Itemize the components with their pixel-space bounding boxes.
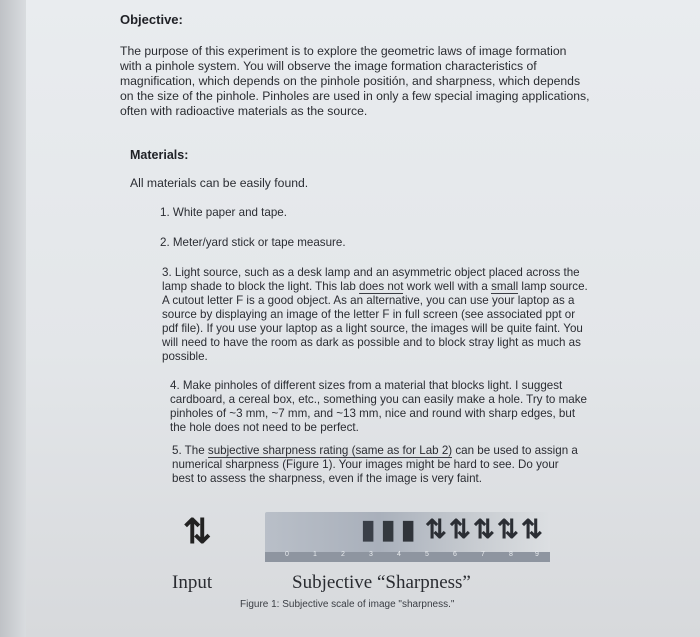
scale-number-6: 6 xyxy=(453,551,457,558)
sharpness-scale xyxy=(265,512,550,562)
material-item-5-text-a: 5. The xyxy=(172,444,208,457)
material-item-3-text-b: work well with a xyxy=(403,280,492,293)
scale-number-2: 2 xyxy=(341,551,345,558)
scale-number-0: 0 xyxy=(285,551,289,558)
scale-number-4: 4 xyxy=(397,551,401,558)
scale-glyph-2: ▮ xyxy=(401,514,416,544)
scale-number-9: 9 xyxy=(535,551,539,558)
scale-number-7: 7 xyxy=(481,551,485,558)
scale-glyph-0: ▮ xyxy=(361,514,376,544)
scale-glyph-4: ⇅ xyxy=(449,514,471,544)
material-item-4: 4. Make pinholes of different sizes from a material that blocks light. I suggest cardboard, a cereal box, etc., something you can easily make a hole. Try to make pinholes of ~3 mm, ~7 mm, and ~13 mm, nice and round with sharp edges, but the hole does not need to be perfect. xyxy=(170,379,587,434)
material-item-3-text-a: 3. Light source, such as a desk lamp and an asymmetric object placed across the lamp shade to block the light. This lab xyxy=(162,266,580,293)
material-item-3-text-c: lamp source. A cutout letter F is a good object. As an alternative, you can use your laptop as a source by displaying an image of the letter F in full screen (see associated ppt or pdf file). If you use your laptop as a light source, the images will be quite faint. You will need to have the room as dark as possible and to block stray light as much as possible. xyxy=(162,280,588,363)
scale-number-8: 8 xyxy=(509,551,513,558)
scale-number-3: 3 xyxy=(369,551,373,558)
material-item-5 xyxy=(172,444,582,486)
material-item-5-text-b: can be used to assign a numerical sharpness (Figure 1). Your images might be hard to see. Do your best to assess the sharpness, even if the image is very faint. xyxy=(172,444,578,485)
material-item-3-small: small xyxy=(491,280,519,293)
scale-glyph-7: ⇅ xyxy=(521,514,543,544)
scale-glyph-6: ⇅ xyxy=(497,514,519,544)
subjective-sharpness-label: Subjective “Sharpness” xyxy=(292,572,471,593)
figure-caption: Figure 1: Subjective scale of image "sharpness." xyxy=(240,599,455,610)
scale-number-1: 1 xyxy=(313,551,317,558)
material-item-1: 1. White paper and tape. xyxy=(160,206,287,219)
input-label: Input xyxy=(172,572,213,593)
materials-heading: Materials: xyxy=(130,148,189,162)
material-item-3 xyxy=(162,266,588,364)
left-margin-shadow xyxy=(0,0,26,637)
material-item-2: 2. Meter/yard stick or tape measure. xyxy=(160,236,346,249)
scale-glyph-1: ▮ xyxy=(381,514,396,544)
scale-number-bar xyxy=(265,552,550,562)
scale-glyph-3: ⇅ xyxy=(425,514,447,544)
input-arrow-icon: ⇅ xyxy=(183,513,212,551)
objective-paragraph: The purpose of this experiment is to explore the geometric laws of image formation with a pinhole system. You will observe the image formation characteristics of magnification, which depends on the pinhole positión, and sharpness, which depends on the size of the pinhole. Pinholes are used in only a few special imaging applications, often with radioactive materials as the source. xyxy=(120,44,590,118)
objective-heading: Objective: xyxy=(120,12,183,27)
materials-intro: All materials can be easily found. xyxy=(130,176,309,190)
material-item-5-link[interactable]: subjective sharpness rating (same as for Lab 2) xyxy=(207,444,453,457)
scale-number-5: 5 xyxy=(425,551,429,558)
material-item-3-does-not: does not xyxy=(359,280,404,293)
scale-glyph-5: ⇅ xyxy=(473,514,495,544)
